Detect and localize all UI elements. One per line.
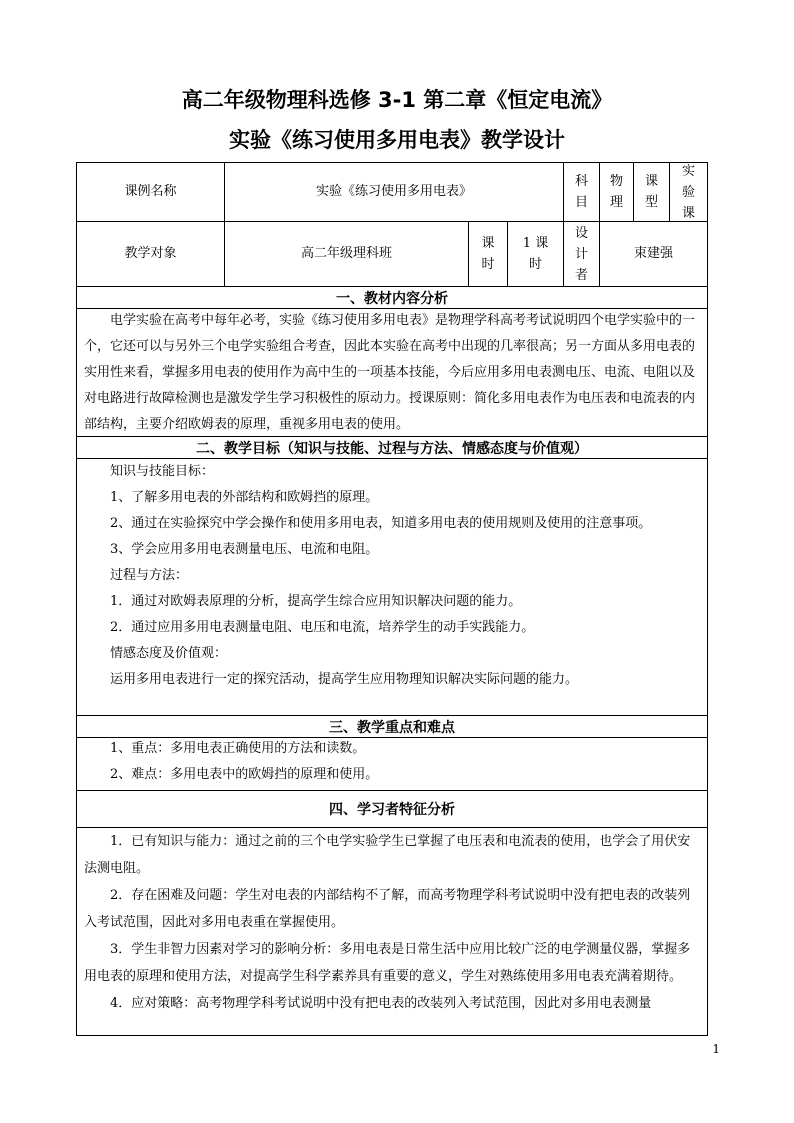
- designer-value: 束建强: [599, 221, 708, 287]
- hours-value: 1 课 时: [507, 221, 564, 287]
- section-4-body: [84, 828, 702, 1017]
- s2-line: 情感态度及价值观：: [110, 646, 228, 661]
- section-2-body: [84, 459, 702, 693]
- s2-line: 1．通过对欧姆表原理的分析，提高学生综合应用知识解决问题的能力。: [110, 594, 522, 609]
- s3-line: 2、难点：多用电表中的欧姆挡的原理和使用。: [110, 767, 379, 782]
- target-label: 教学对象: [76, 221, 225, 287]
- s4-para: 1．已有知识与能力：通过之前的三个电学实验学生已掌握了电压表和电流表的使用，也学会了用伏安法测电阻。: [84, 834, 691, 876]
- hours-label: 课 时: [468, 221, 508, 287]
- designer-label: 设 计 者: [563, 221, 600, 287]
- course-type-label: 课 型: [633, 162, 670, 222]
- s3-line: 1、重点：多用电表正确使用的方法和读数。: [110, 741, 366, 756]
- s2-line: 1、了解多用电表的外部结构和欧姆挡的原理。: [110, 490, 379, 505]
- subject-label: 科 目: [563, 162, 600, 222]
- s4-para: 4．应对策略：高考物理学科考试说明中没有把电表的改装列入考试范围，因此对多用电表测量: [110, 996, 652, 1011]
- doc-title-line1: 高二年级物理科选修 3-1 第二章《恒定电流》: [181, 88, 613, 112]
- section-2-heading: 二、教学目标（知识与技能、过程与方法、情感态度与价值观）: [76, 436, 708, 459]
- section-3-body: [84, 736, 702, 788]
- course-type-value: 实 验 课: [669, 162, 708, 222]
- s4-para: 2．存在困难及问题：学生对电表的内部结构不了解，而高考物理学科考试说明中没有把电表的改装列入考试范围，因此对多用电表重在掌握使用。: [84, 888, 691, 930]
- case-name-label: 课例名称: [76, 162, 225, 222]
- s2-line: 3、学会应用多用电表测量电压、电流和电阻。: [110, 542, 379, 557]
- subject-value: 物 理: [599, 162, 634, 222]
- s2-line: 2．通过应用多用电表测量电阻、电压和电流，培养学生的动手实践能力。: [110, 620, 535, 635]
- section-1-heading: 一、教材内容分析: [76, 286, 708, 309]
- page-number: 1: [712, 1042, 720, 1056]
- target-value: 高二年级理科班: [224, 221, 469, 287]
- section-1-body: [84, 308, 702, 438]
- s2-line: 知识与技能目标：: [110, 464, 215, 479]
- section-1-text: 电学实验在高考中每年必考，实验《练习使用多用电表》是物理学科高考考试说明四个电学实验中的一个，它还可以与另外三个电学实验组合考查，因此本实验在高考中出现的几率很高；另一方面从多用电表的实用性来看，掌握多用电表的使用作为高中生的一项基本技能，今后应用多用电表测电压、电流、电阻以及对电路进行故障检测也是激发学生学习积极性的原动力。授课原则：简化多用电表作为电压表和电流表的内部结构，主要介绍欧姆表的原理，重视多用电表的使用。: [84, 313, 696, 432]
- case-name-value: 实验《练习使用多用电表》: [224, 162, 564, 222]
- s4-para: 3．学生非智力因素对学习的影响分析：多用电表是日常生活中应用比较广泛的电学测量仪器，掌握多用电表的原理和使用方法，对提高学生科学素养具有重要的意义，学生对熟练使用多用电表充满着期待。: [84, 942, 691, 984]
- section-4-heading: 四、学习者特征分析: [76, 790, 708, 828]
- doc-title-line2: 实验《练习使用多用电表》教学设计: [229, 128, 565, 152]
- s2-line: 运用多用电表进行一定的探究活动，提高学生应用物理知识解决实际问题的能力。: [110, 672, 579, 687]
- section-3-heading: 三、教学重点和难点: [76, 715, 708, 738]
- s2-line: 2、通过在实验探究中学会操作和使用多用电表，知道多用电表的使用规则及使用的注意事项。: [110, 516, 652, 531]
- s2-line: 过程与方法：: [110, 568, 189, 583]
